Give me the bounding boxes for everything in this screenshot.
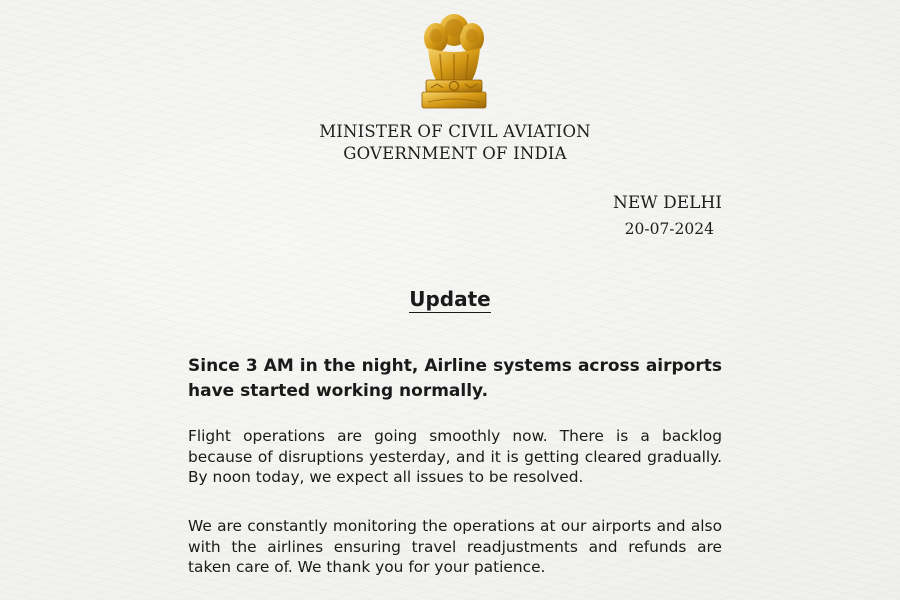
paragraph-monitoring: We are constantly monitoring the operations at our airports and also with the airlines ensuring travel readjustments and refunds are taken care of. We thank you for your patience. [188, 517, 722, 576]
page-title: Update [409, 287, 491, 311]
page-title-wrapper [0, 287, 900, 311]
release-date: 20-07-2024 [624, 220, 714, 238]
state-emblem-of-india-icon [414, 8, 494, 116]
paragraph-operations: Flight operations are going smoothly now. There is a backlog because of disruptions yesterday, and it is getting cleared gradually. By noon today, we expect all issues to be resolved. [188, 427, 722, 486]
government-name: GOVERNMENT OF INDIA [343, 144, 567, 163]
location-city: NEW DELHI [612, 193, 722, 213]
ministry-name: MINISTER OF CIVIL AVIATION [319, 122, 591, 141]
paragraph-status: Since 3 AM in the night, Airline systems across airports have started working normally. [188, 356, 722, 401]
